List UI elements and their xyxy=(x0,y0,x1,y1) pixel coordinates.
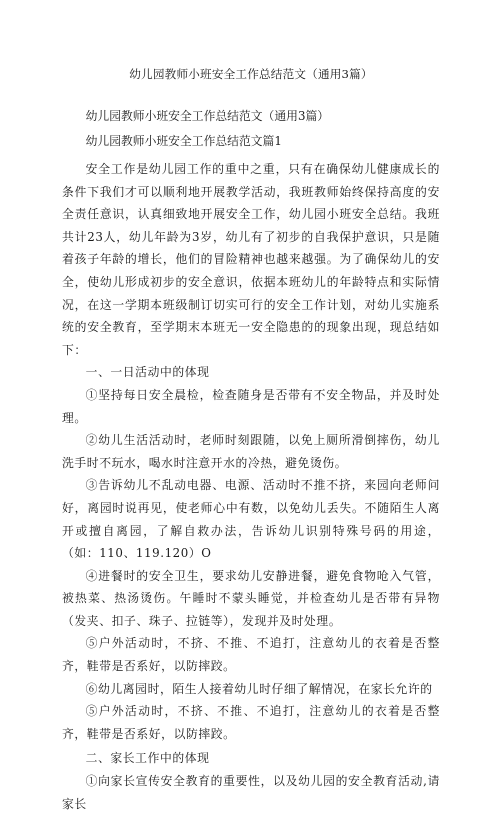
intro-paragraph: 安全工作是幼儿园工作的重中之重，只有在确保幼儿健康成长的条件下我们才可以顺利地开展教学活动，我班教师始终保持高度的安全责任意识，认真细致地开展安全工作，幼儿园小班安全总结。我班共计23人，幼儿年龄为3岁，幼儿有了初步的自我保护意识，只是随着孩子年龄的增长，他们的冒险精神也越来越强。为了确保幼儿的安全，使幼儿形成初步的安全意识，依据本班幼儿的年龄特点和实际情况，在这一学期本班级制订切实可行的安全工作计划，对幼儿实施系统的安全教育，至学期末本班无一安全隐患的的现象出现，现总结如下： xyxy=(62,162,440,357)
list-item-morning-check: ①坚持每日安全晨检，检查随身是否带有不安全物品，并及时处理。 xyxy=(62,387,440,425)
collection-subtitle: 幼儿园教师小班安全工作总结范文（通用3篇） xyxy=(85,109,330,123)
list-item-outdoor: ⑤户外活动时，不挤、不推、不追打，注意幼儿的衣着是否整齐，鞋带是否系好，以防摔跤。 xyxy=(62,636,440,674)
list-item-daily-life: ②幼儿生活活动时，老师时刻跟随，以免上厕所滑倒摔伤，幼儿洗手时不玩水，喝水时注意开水的冷热，避免烫伤。 xyxy=(62,433,440,470)
list-item-outdoor-repeat: ⑤户外活动时，不挤、不推、不追打，注意幼儿的衣着是否整齐，鞋带是否系好，以防摔跤。 xyxy=(62,704,440,741)
list-item-departure: ⑥幼儿离园时，陌生人接着幼儿时仔细了解情况，在家长允许的 xyxy=(85,681,433,696)
list-item-electrical-safety: ③告诉幼儿不乱动电器、电源、活动时不推不挤，来园向老师问好，离园时说再见，使老师心中有数，以免幼儿丢失。不随陌生人离开或擅自离园，了解自救办法，告诉幼儿识别特殊号码的用途，（如：110、119.120）O xyxy=(62,478,440,561)
section-heading-parent-work: 二、家长工作中的体现 xyxy=(85,751,210,766)
section-heading-daily-activities: 一、一日活动中的体现 xyxy=(85,365,210,380)
document-title: 幼儿园教师小班安全工作总结范文（通用3篇） xyxy=(129,67,373,81)
list-item-parent-education: ①向家长宣传安全教育的重要性，以及幼儿园的安全教育活动,请家长 xyxy=(62,774,440,811)
list-item-meal-nap: ④进餐时的安全卫生，要求幼儿安静进餐，避免食物呛入气管，被热菜、热汤烫伤。午睡时不蒙头睡觉，并检查幼儿是否带有异物（发夹、扣子、珠子、拉链等），发现并及时处理。 xyxy=(62,568,440,628)
article-subtitle: 幼儿园教师小班安全工作总结范文篇1 xyxy=(85,134,282,148)
